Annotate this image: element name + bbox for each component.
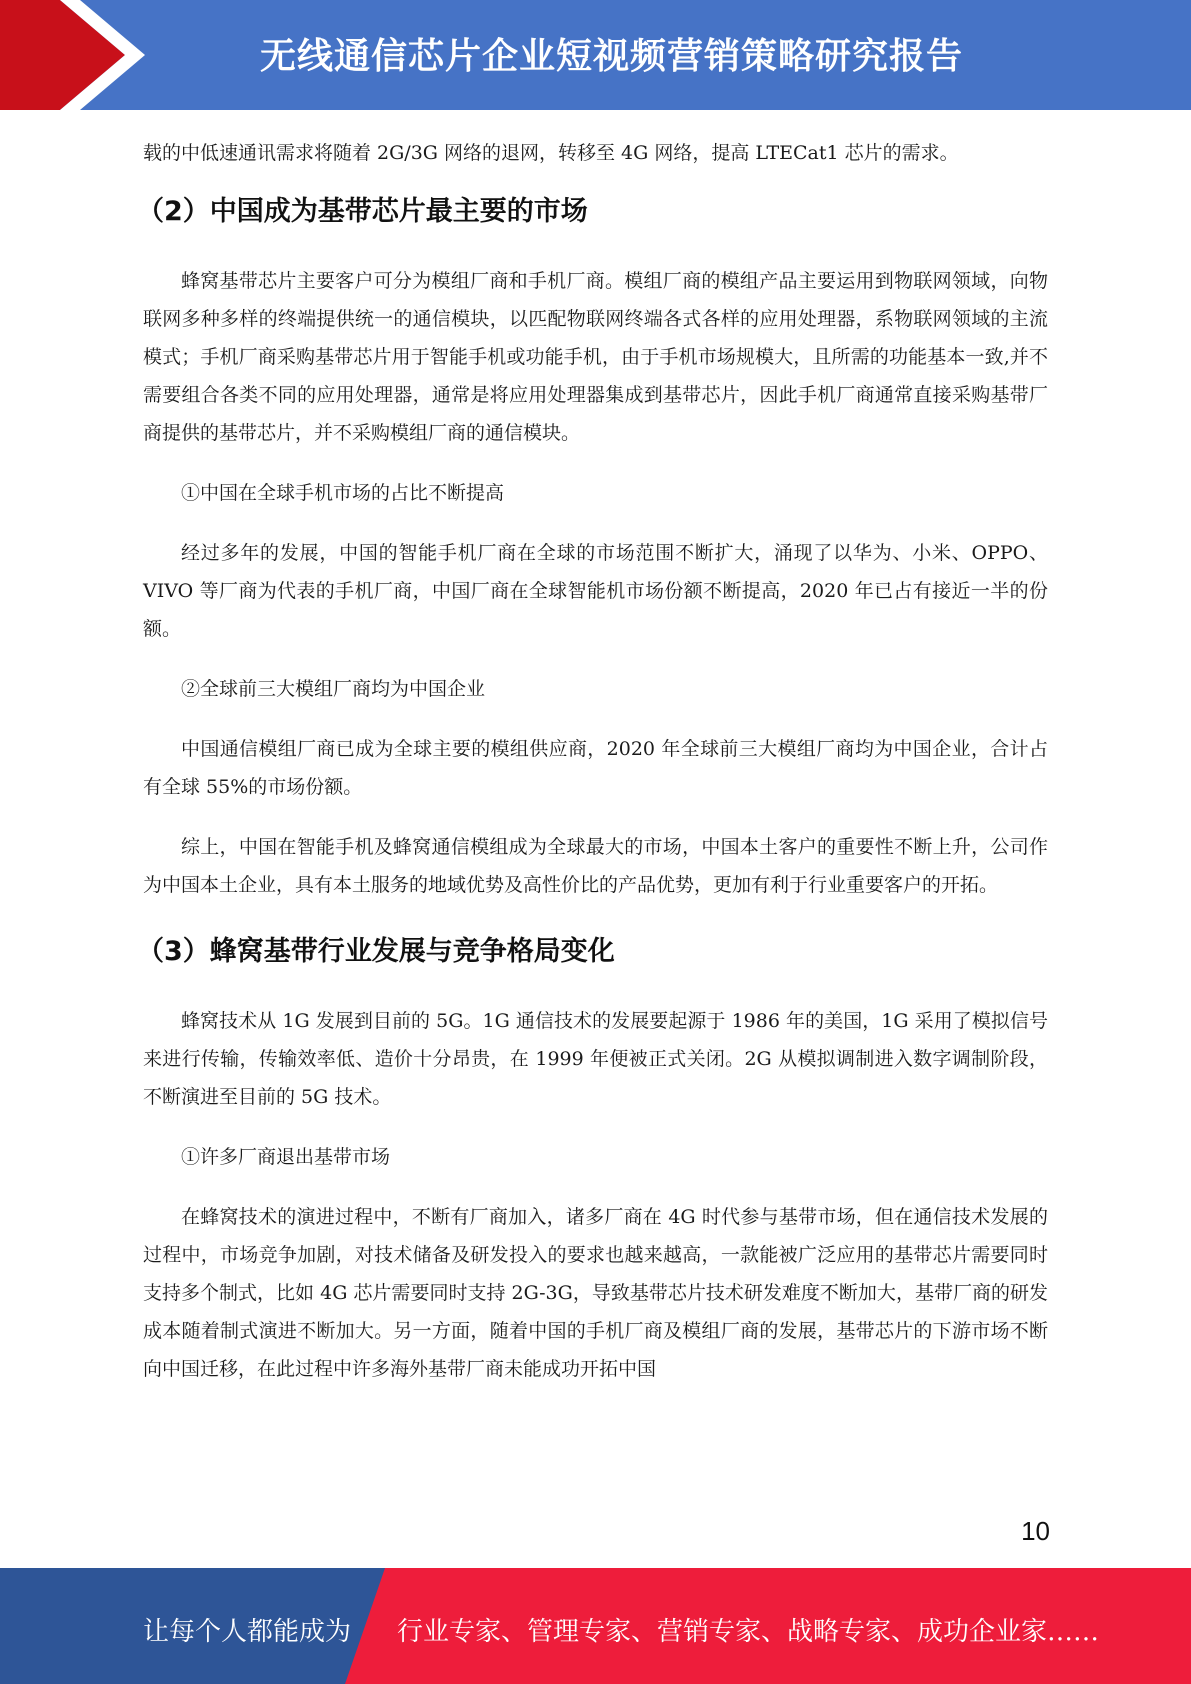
subheading: ①许多厂商退出基带市场	[181, 1146, 391, 1168]
header-banner	[0, 0, 1191, 110]
footer-banner	[0, 1568, 1191, 1684]
paragraph: 蜂窝基带芯片主要客户可分为模组厂商和手机厂商。模组厂商的模组产品主要运用到物联网领域，向物联网多种多样的终端提供统一的通信模块，以匹配物联网终端各式各样的应用处理器，系物联网领域的主流模式；手机厂商采购基带芯片用于智能手机或功能手机，由于手机市场规模大，且所需的功能基本一致,并不需要组合各类不同的应用处理器，通常是将应用处理器集成到基带芯片，因此手机厂商通常直接采购基带厂商提供的基带芯片，并不采购模组厂商的通信模块。	[143, 270, 1048, 444]
paragraph: 蜂窝技术从 1G 发展到目前的 5G。1G 通信技术的发展要起源于 1986 年的美国，1G 采用了模拟信号来进行传输，传输效率低、造价十分昂贵，在 1999 年便被正式关闭。2G 从模拟调制进入数字调制阶段，不断演进至目前的 5G 技术。	[143, 1010, 1048, 1108]
report-title: 无线通信芯片企业短视频营销策略研究报告	[260, 36, 964, 77]
intro-line: 载的中低速通讯需求将随着 2G/3G 网络的退网，转移至 4G 网络，提高 LTECat1 芯片的需求。	[143, 142, 959, 164]
section-heading-3: （3）蜂窝基带行业发展与竞争格局变化	[137, 936, 615, 967]
paragraph: 中国通信模组厂商已成为全球主要的模组供应商，2020 年全球前三大模组厂商均为中国企业，合计占有全球 55%的市场份额。	[143, 738, 1048, 798]
paragraph: 在蜂窝技术的演进过程中，不断有厂商加入，诸多厂商在 4G 时代参与基带市场，但在通信技术发展的过程中，市场竞争加剧，对技术储备及研发投入的要求也越来越高，一款能被广泛应用的基带芯片需要同时支持多个制式，比如 4G 芯片需要同时支持 2G-3G，导致基带芯片技术研发难度不断加大，基带厂商的研发成本随着制式演进不断加大。另一方面，随着中国的手机厂商及模组厂商的发展，基带芯片的下游市场不断向中国迁移，在此过程中许多海外基带厂商未能成功开拓中国	[143, 1206, 1048, 1380]
page-number: 10	[1021, 1516, 1050, 1546]
footer-slogan-left: 让每个人都能成为	[143, 1617, 352, 1647]
subheading: ②全球前三大模组厂商均为中国企业	[181, 678, 486, 700]
subheading: ①中国在全球手机市场的占比不断提高	[181, 482, 505, 504]
section-heading-2: （2）中国成为基带芯片最主要的市场	[137, 196, 588, 227]
paragraph: 综上，中国在智能手机及蜂窝通信模组成为全球最大的市场，中国本土客户的重要性不断上升，公司作为中国本土企业，具有本土服务的地域优势及高性价比的产品优势，更加有利于行业重要客户的开拓。	[143, 836, 1048, 896]
footer-slogan-right: 行业专家、管理专家、营销专家、战略专家、成功企业家……	[397, 1617, 1100, 1647]
paragraph: 经过多年的发展，中国的智能手机厂商在全球的市场范围不断扩大，涌现了以华为、小米、OPPO、VIVO 等厂商为代表的手机厂商，中国厂商在全球智能机市场份额不断提高，2020 年已占有接近一半的份额。	[143, 542, 1048, 640]
document-body	[137, 134, 1048, 1410]
chevron-logo-icon	[0, 0, 160, 110]
